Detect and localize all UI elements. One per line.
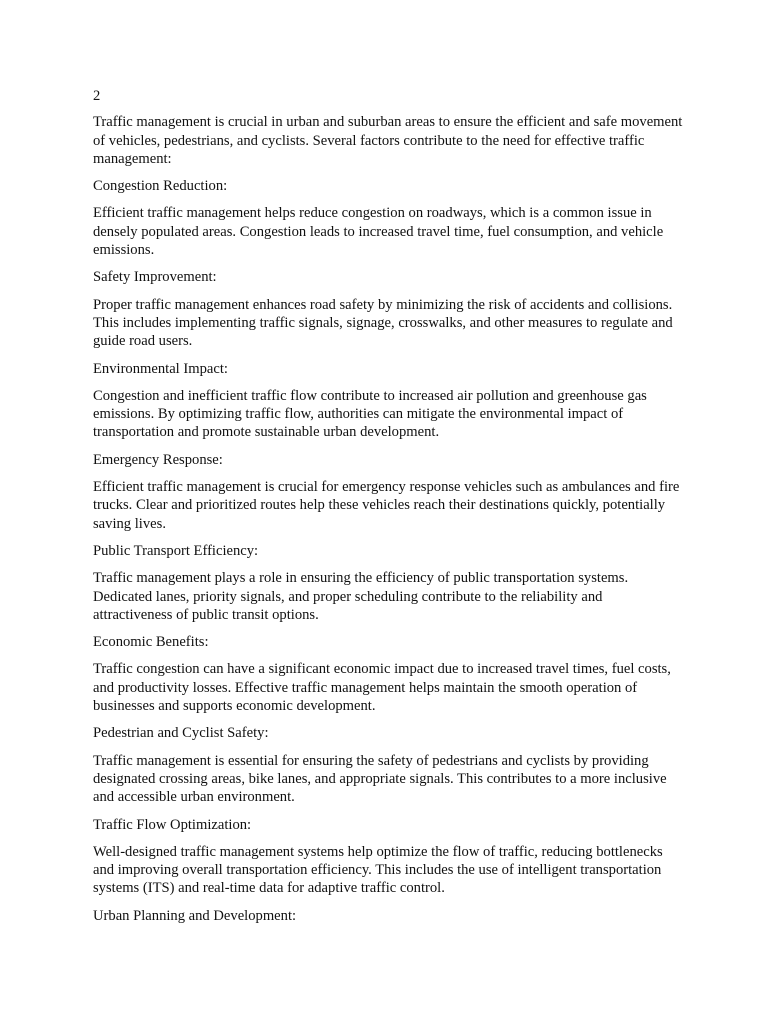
section-heading-emergency-response: Emergency Response: [93,451,223,468]
section-heading-pedestrian-cyclist-safety: Pedestrian and Cyclist Safety: [93,725,269,742]
section-body-public-transport-efficiency: Traffic management plays a role in ensuring the efficiency of public transportation systems. Dedicated lanes, priority signals, and proper scheduling contribute to the reliability and attractiveness of public transit options. [93,570,629,623]
intro-paragraph: Traffic management is crucial in urban and suburban areas to ensure the efficient and safe movement of vehicles, pedestrians, and cyclists. Several factors contribute to the need for effective traffic management: [93,114,683,167]
page-content [93,87,683,934]
section-heading-public-transport-efficiency: Public Transport Efficiency: [93,542,259,559]
section-heading-traffic-flow-optimization: Traffic Flow Optimization: [93,816,252,833]
section-body-economic-benefits: Traffic congestion can have a significant economic impact due to increased travel times, fuel costs, and productivity losses. Effective traffic management helps maintain the smooth operation of businesses and supports economic development. [93,661,671,715]
section-body-congestion-reduction: Efficient traffic management helps reduce congestion on roadways, which is a common issue in densely populated areas. Congestion leads to increased travel time, fuel consumption, and vehicle emissions. [93,205,664,259]
section-body-safety-improvement: Proper traffic management enhances road safety by minimizing the risk of accidents and collisions. This includes implementing traffic signals, signage, crosswalks, and other measures to regulate and guide road users. [93,296,673,350]
section-body-traffic-flow-optimization: Well-designed traffic management systems help optimize the flow of traffic, reducing bottlenecks and improving overall transportation efficiency. This includes the use of intelligent transportation systems (ITS) and real-time data for adaptive traffic control. [93,843,663,897]
section-heading-economic-benefits: Economic Benefits: [93,634,209,651]
section-body-environmental-impact: Congestion and inefficient traffic flow contribute to increased air pollution and greenhouse gas emissions. By optimizing traffic flow, authorities can mitigate the environmental impact of transportation and promote sustainable urban development. [93,387,647,441]
section-heading-safety-improvement: Safety Improvement: [93,269,217,286]
page-number: 2 [93,88,101,104]
section-heading-urban-planning-development: Urban Planning and Development: [93,907,297,924]
section-heading-environmental-impact: Environmental Impact: [93,360,228,377]
section-body-pedestrian-cyclist-safety: Traffic management is essential for ensuring the safety of pedestrians and cyclists by providing designated crossing areas, bike lanes, and appropriate signals. This contributes to a more inclusive and accessible urban environment. [93,752,667,806]
section-heading-congestion-reduction: Congestion Reduction: [93,178,228,195]
section-body-emergency-response: Efficient traffic management is crucial for emergency response vehicles such as ambulances and fire trucks. Clear and prioritized routes help these vehicles reach their destinations quickly, potentially saving lives. [93,479,680,532]
